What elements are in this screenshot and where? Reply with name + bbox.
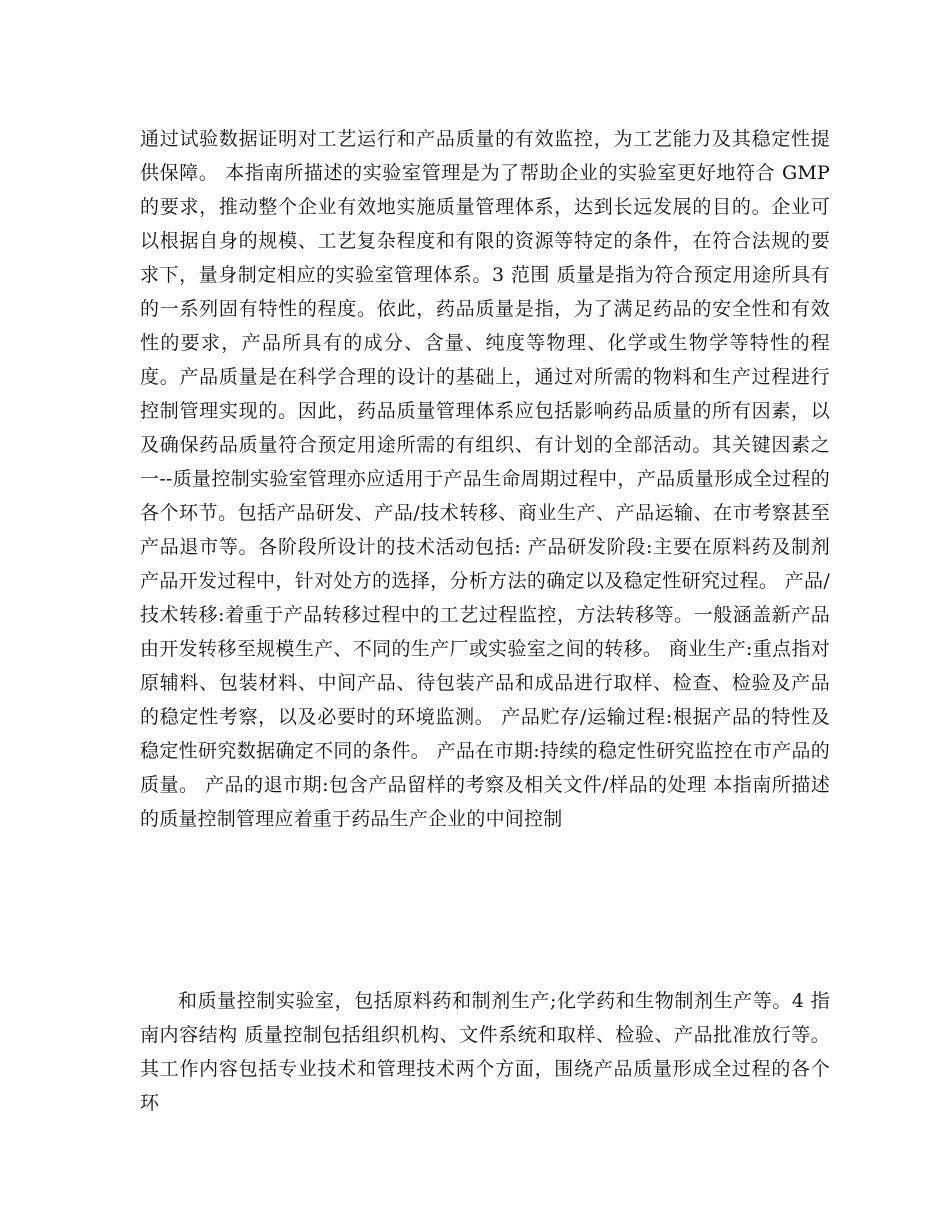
text-block-1: [140, 122, 830, 836]
text-block-2: [140, 984, 830, 1120]
paragraph-1: 通过试验数据证明对工艺运行和产品质量的有效监控，为工艺能力及其稳定性提供保障。 本指南所描述的实验室管理是为了帮助企业的实验室更好地符合 GMP 的要求，推动整个企业有效地实施质量管理体系，达到长远发展的目的。企业可以根据自身的规模、工艺复杂程度和有限的资源等特定的条件，在符合法规的要求下，量身制定相应的实验室管理体系。3 范围 质量是指为符合预定用途所具有的一系列固有特性的程度。依此，药品质量是指，为了满足药品的安全性和有效性的要求，产品所具有的成分、含量、纯度等物理、化学或生物学等特性的程度。产品质量是在科学合理的设计的基础上，通过对所需的物料和生产过程进行控制管理实现的。因此，药品质量管理体系应包括影响药品质量的所有因素，以及确保药品质量符合预定用途所需的有组织、有计划的全部活动。其关键因素之一--质量控制实验室管理亦应适用于产品生命周期过程中，产品质量形成全过程的各个环节。包括产品研发、产品/技术转移、商业生产、产品运输、在市考察甚至产品退市等。各阶段所设计的技术活动包括: 产品研发阶段:主要在原料药及制剂产品开发过程中，针对处方的选择，分析方法的确定以及稳定性研究过程。 产品/技术转移:着重于产品转移过程中的工艺过程监控，方法转移等。一般涵盖新产品由开发转移至规模生产、不同的生产厂或实验室之间的转移。 商业生产:重点指对原辅料、包装材料、中间产品、待包装产品和成品进行取样、检查、检验及产品的稳定性考察，以及必要时的环境监测。 产品贮存/运输过程:根据产品的特性及稳定性研究数据确定不同的条件。 产品在市期:持续的稳定性研究监控在市产品的质量。 产品的退市期:包含产品留样的考察及相关文件/样品的处理 本指南所描述的质量控制管理应着重于药品生产企业的中间控制: [140, 128, 830, 830]
paragraph-2: 和质量控制实验室，包括原料药和制剂生产;化学药和生物制剂生产等。4 指南内容结构 质量控制包括组织机构、文件系统和取样、检验、产品批准放行等。其工作内容包括专业技术和管理技术两个方面，围绕产品质量形成全过程的各个环: [140, 990, 830, 1114]
